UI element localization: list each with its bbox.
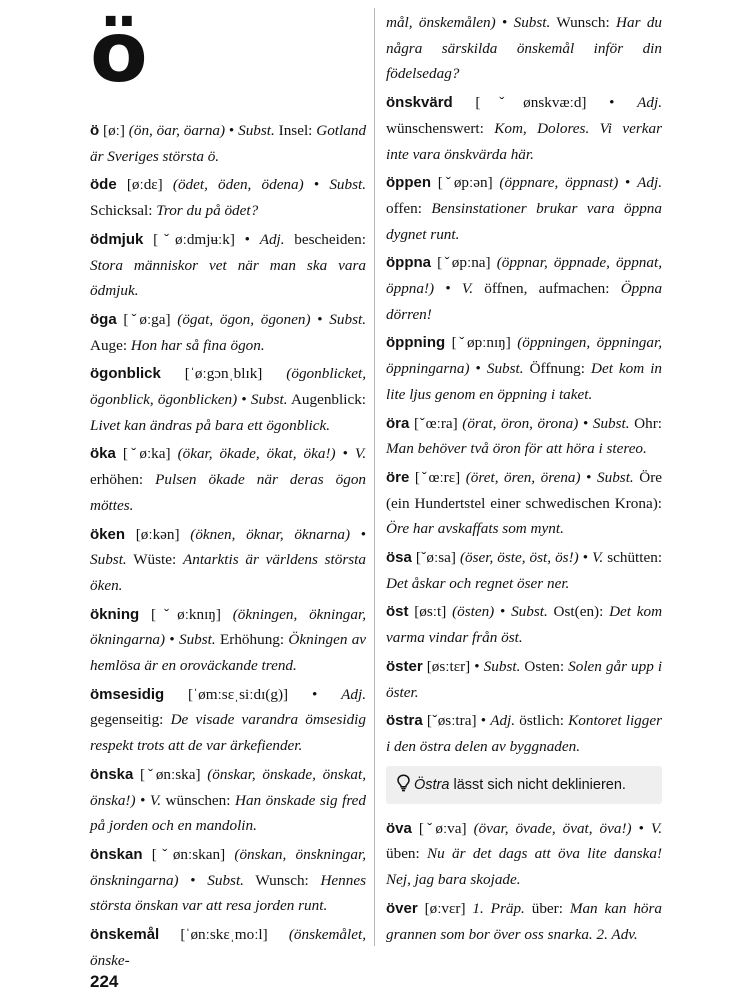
inflected-forms: (öppnare, öppnast)	[499, 174, 619, 192]
translation: gegenseitig:	[90, 711, 164, 729]
translation: östlich:	[519, 712, 564, 730]
inflected-forms: (ökningen, ökningar, ökningarna)	[90, 605, 367, 649]
right-entries-after-tip	[386, 816, 662, 948]
dictionary-entry	[90, 602, 366, 679]
translation: Öffnung:	[529, 360, 585, 378]
part-of-speech: Subst.	[250, 391, 288, 409]
pronunciation: [øsːt]	[414, 603, 447, 621]
bullet-separator: •	[140, 791, 146, 809]
dictionary-entry	[90, 361, 366, 438]
example-sentence: Öppna dörren!	[386, 280, 663, 323]
left-column	[90, 118, 366, 977]
pronunciation: [øː]	[103, 122, 125, 139]
inflected-forms: (ögat, ögon, ögonen)	[177, 310, 311, 328]
dictionary-entry	[386, 654, 662, 705]
headword: ödmjuk	[90, 230, 144, 248]
part-of-speech: V.	[149, 791, 162, 809]
pronunciation: [ˇœːrɛ]	[414, 468, 461, 486]
translation: öffnen, aufmachen:	[484, 280, 610, 298]
pronunciation: [ˇøpːna]	[437, 254, 491, 272]
example-sentence: Tror du på ödet?	[156, 202, 259, 220]
dictionary-entry	[386, 170, 662, 247]
example-sentence: Han önskade sig fred på jorden och en mandolin.	[90, 791, 367, 835]
bullet-separator: •	[474, 657, 480, 675]
translation: schütten:	[607, 549, 663, 567]
inflected-forms: (ödet, öden, ödena)	[172, 176, 304, 194]
translation: wünschen:	[165, 791, 231, 809]
example-sentence: Man kan höra grannen som bor över oss snarka. 2. Adv.	[386, 899, 663, 943]
headword: ökning	[90, 605, 140, 623]
pronunciation: [ˇøːsa]	[415, 549, 456, 567]
inflected-forms: (önskar, önskade, önskat, önska!)	[90, 765, 367, 809]
part-of-speech: V.	[650, 819, 663, 837]
headword: öde	[90, 176, 117, 194]
inflected-forms: (ögonblicket, ögonblick, ögonblicken)	[90, 365, 367, 409]
example-sentence: Har du några särskilda önskemål inför din födelsedag?	[386, 14, 663, 83]
example-sentence: Kontoret ligger i den östra delen av byggnaden.	[386, 712, 663, 755]
pronunciation: [ˈøːgɔnˌblɪk]	[184, 365, 263, 383]
pronunciation: [ˇønskvæːd]	[475, 94, 587, 112]
translation: bescheiden:	[294, 230, 366, 248]
part-of-speech: V.	[354, 445, 367, 463]
pronunciation: [ˇøpːən]	[437, 174, 493, 192]
pronunciation: [øːdɛ]	[126, 176, 163, 194]
headword: öster	[386, 657, 423, 675]
headword: öre	[386, 468, 410, 486]
part-of-speech: Adj.	[259, 230, 285, 248]
pronunciation: [ˇønːskan]	[151, 845, 226, 863]
bullet-separator: •	[582, 414, 589, 432]
bullet-separator: •	[475, 360, 481, 378]
dictionary-entry	[386, 545, 662, 596]
translation: Ohr:	[634, 414, 663, 432]
headword: ö	[90, 122, 100, 139]
headword: öka	[90, 445, 116, 463]
example-sentence: Öre har avskaffats som mynt.	[386, 520, 564, 538]
dictionary-entry	[90, 118, 366, 169]
headword: önska	[90, 765, 134, 783]
bullet-separator: •	[638, 819, 644, 837]
part-of-speech: Adj.	[341, 685, 367, 703]
part-of-speech: V.	[461, 280, 474, 298]
example-sentence: Hennes största önskan var att resa jorden runt.	[90, 871, 367, 915]
headword: öst	[386, 603, 409, 621]
inflected-forms: (ön, öar, öarna)	[128, 122, 226, 139]
part-of-speech: Subst.	[238, 122, 275, 139]
dictionary-entry	[386, 250, 662, 327]
part-of-speech: Subst.	[511, 603, 548, 621]
translation: Schicksal:	[90, 202, 153, 220]
dictionary-entry	[90, 922, 366, 973]
part-of-speech: Präp.	[490, 899, 525, 917]
dictionary-entry	[90, 682, 366, 759]
headword: öppen	[386, 174, 431, 192]
bullet-separator: •	[582, 549, 589, 567]
example-sentence: Antarktis är världens största öken.	[90, 551, 366, 594]
example-sentence: Pulsen ökade när deras ögon möttes.	[90, 471, 367, 514]
bullet-separator: •	[500, 603, 506, 621]
translation: wünschenswert:	[386, 119, 484, 137]
dictionary-entry	[386, 708, 662, 759]
bullet-separator: •	[609, 94, 615, 112]
headword: över	[386, 899, 418, 917]
inflected-forms: (önskan, önskningar, önskningarna)	[90, 845, 367, 889]
dictionary-entry	[386, 10, 662, 87]
bullet-separator: •	[625, 174, 631, 192]
right-column	[386, 10, 662, 950]
dictionary-entry	[90, 522, 366, 599]
example-sentence: Det kom varma vindar från öst.	[386, 603, 663, 647]
example-sentence: Man behöver två öron för att höra i stereo.	[386, 440, 647, 458]
headword: ömsesidig	[90, 685, 165, 703]
part-of-speech: Subst.	[597, 468, 634, 486]
headword: öppning	[386, 334, 446, 352]
bullet-separator: •	[445, 280, 451, 298]
part-of-speech: Adj.	[637, 94, 663, 112]
part-of-speech: Adj.	[490, 712, 516, 730]
headword: ösa	[386, 549, 412, 567]
pronunciation: [ˇøpːnɪŋ]	[451, 334, 511, 352]
pronunciation: [øːkən]	[135, 525, 180, 543]
dictionary-entry	[90, 307, 366, 358]
inflected-forms: (öppnar, öppnade, öppnat, öppna!)	[386, 254, 662, 298]
part-of-speech: Subst.	[329, 176, 367, 194]
headword: önskemål	[90, 926, 160, 944]
dictionary-entry	[386, 90, 662, 167]
pronunciation: [øːvɛr]	[424, 899, 466, 917]
dictionary-entry	[386, 599, 662, 650]
translation: Wüste:	[133, 551, 177, 569]
pronunciation: [ˇønːska]	[140, 765, 201, 783]
bullet-separator: •	[313, 176, 320, 194]
inflected-forms: (örat, öron, örona)	[462, 414, 579, 432]
pronunciation: [ˈømːsɛˌsiːdɪ(g)]	[188, 685, 289, 703]
pronunciation: [ˇœːra]	[413, 414, 458, 432]
column-divider	[374, 8, 375, 946]
headword: öken	[90, 525, 126, 543]
example-sentence: Bensinstationer brukar vara öppna dygnet runt.	[386, 199, 662, 243]
headword: öppna	[386, 254, 431, 272]
translation: Erhöhung:	[219, 631, 285, 649]
bullet-separator: •	[241, 391, 247, 409]
headword: ögonblick	[90, 365, 161, 383]
bullet-separator: •	[190, 871, 196, 889]
example-sentence: Hon har så fina ögon.	[130, 336, 265, 354]
example-sentence: Ökningen av hemlösa är en oroväckande trend.	[90, 631, 367, 675]
pronunciation: [ˇøːka]	[122, 445, 171, 463]
bullet-separator: •	[501, 14, 508, 31]
translation: Wunsch:	[255, 871, 309, 889]
pronunciation: [ˇøːga]	[123, 310, 171, 328]
part-of-speech: Subst.	[592, 414, 630, 432]
pronunciation: [ˇøːva]	[418, 819, 467, 837]
inflected-forms: (önskemålet, önske-	[90, 926, 367, 969]
translation: Öre (ein Hundertstel einer schwedischen Krona):	[386, 468, 663, 512]
example-sentence: Det åskar och regnet öser ner.	[386, 574, 570, 592]
headword: öra	[386, 414, 410, 432]
dictionary-entry	[386, 411, 662, 462]
lightbulb-icon	[396, 774, 411, 792]
part-of-speech: Subst.	[483, 657, 521, 675]
headword: önskvärd	[386, 94, 453, 112]
bullet-separator: •	[342, 445, 348, 463]
example-sentence: Stora människor vet när man ska vara ödmjuk.	[90, 256, 366, 300]
translation: Wunsch:	[556, 14, 610, 31]
example-sentence: Nu är det dags att öva lite danska! Nej, jag bara skojade.	[386, 845, 663, 889]
translation: über:	[531, 899, 563, 917]
headword: önskan	[90, 845, 143, 863]
pronunciation: [ˇøːdmjʉːk]	[153, 230, 235, 248]
dictionary-entry	[386, 816, 662, 893]
translation: Ost(en):	[553, 603, 604, 621]
bullet-separator: •	[480, 712, 487, 730]
headword: öga	[90, 310, 117, 328]
translation: Augenblick:	[290, 391, 367, 409]
dictionary-entry	[90, 227, 366, 304]
dictionary-entry	[386, 330, 662, 407]
translation: Insel:	[278, 122, 313, 139]
translation: offen:	[386, 199, 422, 217]
tip-word: Östra	[414, 776, 450, 793]
example-sentence: Solen går upp i öster.	[386, 657, 663, 701]
translation: üben:	[386, 845, 420, 863]
inflected-forms: 1.	[472, 899, 484, 917]
bullet-separator: •	[244, 230, 250, 248]
bullet-separator: •	[311, 685, 318, 703]
dictionary-entry	[90, 172, 366, 223]
translation: Osten:	[524, 657, 565, 675]
part-of-speech: Subst.	[513, 14, 551, 31]
inflected-forms: (övar, övade, övat, öva!)	[473, 819, 632, 837]
translation: erhöhen:	[90, 471, 144, 489]
inflected-forms: (öret, ören, örena)	[465, 468, 581, 486]
part-of-speech: V.	[592, 549, 604, 567]
dictionary-entry	[90, 842, 366, 919]
part-of-speech: Subst.	[207, 871, 244, 889]
translation: Auge:	[90, 336, 128, 354]
example-sentence: Det kom in lite ljus genom en öppning i taket.	[386, 360, 663, 403]
inflected-forms: mål, önskemålen)	[386, 14, 496, 31]
tip-text: lässt sich nicht deklinieren.	[449, 776, 626, 793]
pronunciation: [ˇøsːtra]	[426, 712, 477, 730]
inflected-forms: (ökar, ökade, ökat, öka!)	[177, 445, 336, 463]
part-of-speech: Subst.	[486, 360, 524, 378]
inflected-forms: (öppningen, öppningar, öppningarna)	[386, 334, 663, 378]
dictionary-entry	[90, 762, 366, 839]
part-of-speech: Subst.	[329, 310, 366, 328]
part-of-speech: Subst.	[178, 631, 216, 649]
inflected-forms: (öser, öste, öst, ös!)	[459, 549, 579, 567]
headword: öva	[386, 819, 412, 837]
example-sentence: Kom, Dolores. Vi verkar inte vara önskvärda här.	[386, 119, 662, 163]
tip-box	[386, 766, 662, 804]
dictionary-entry	[386, 896, 662, 947]
headword: östra	[386, 712, 423, 730]
part-of-speech: Subst.	[90, 551, 127, 569]
part-of-speech: Adj.	[637, 174, 663, 192]
bullet-separator: •	[169, 631, 175, 649]
example-sentence: De visade varandra ömsesidig respekt trots att de var ärkefiender.	[90, 711, 366, 755]
page-number: 224	[90, 972, 119, 991]
bullet-separator: •	[360, 525, 367, 543]
example-sentence: Gotland är Sveriges största ö.	[90, 122, 367, 165]
pronunciation: [ˈønːskɛˌmoːl]	[180, 926, 268, 944]
section-letter: ö	[90, 3, 148, 101]
dictionary-entry	[386, 465, 662, 542]
inflected-forms: (östen)	[452, 603, 495, 621]
pronunciation: [ˇøːknɪŋ]	[150, 605, 221, 623]
bullet-separator: •	[317, 310, 323, 328]
bullet-separator: •	[586, 468, 592, 486]
inflected-forms: (öknen, öknar, öknarna)	[190, 525, 351, 543]
bullet-separator: •	[228, 122, 235, 139]
right-entries-before-tip	[386, 10, 662, 760]
pronunciation: [øsːtɛr]	[426, 657, 471, 675]
example-sentence: Livet kan ändras på bara ett ögonblick.	[90, 416, 331, 434]
dictionary-entry	[90, 441, 366, 518]
